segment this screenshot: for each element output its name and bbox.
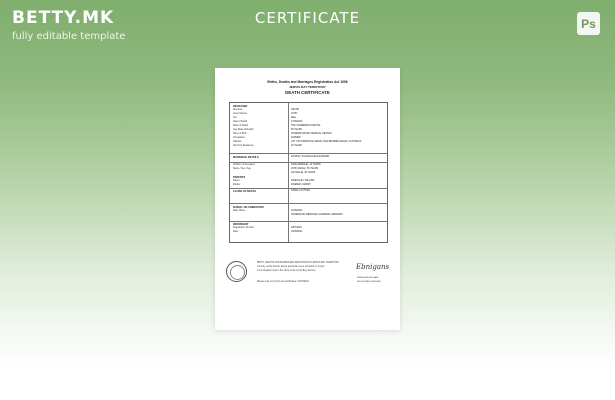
field-value: JANE (FEMALE), 12 YEARS; (291, 164, 322, 166)
field-label: Address (233, 141, 242, 143)
row-divider (230, 162, 387, 163)
field-value: 40 YEARS (291, 145, 302, 147)
certificate-territory: JERVIS BAY TERRITORY (289, 85, 326, 89)
signature: Ebnigans (356, 263, 390, 271)
field-label: Date of Death (233, 121, 248, 123)
field-label: Date, Place (233, 210, 245, 212)
field-label: Children of deceased (233, 164, 255, 166)
field-label: Mother (233, 184, 241, 186)
field-value: VINDERSTAR BAY MEDICAL CENTER (291, 133, 332, 135)
section-cause: CAUSE OF DEATH (233, 190, 256, 193)
section-deceased: DECEASED (233, 105, 248, 108)
field-label: Place of Death (233, 125, 249, 127)
field-label: Father (233, 180, 240, 182)
field-value: ATRIAL FLUTTER (291, 190, 310, 192)
certificate-table (229, 102, 388, 243)
field-label: Occupation (233, 137, 245, 139)
legal-text: I hereby certify that the above particulars were extracted or copied (257, 266, 325, 268)
field-label: Place of Birth (233, 133, 247, 135)
section-parents: PARENTS (233, 176, 246, 179)
field-value: FARMER (291, 137, 301, 139)
section-marriage: MARRIAGE DETAILS (233, 156, 259, 159)
signer-name: ERINEGAN MICHAEL (357, 277, 379, 279)
field-value: 1087/2021 (291, 227, 302, 229)
field-label: Name / Sex / Age (233, 168, 251, 170)
field-value: CRUSH (291, 109, 300, 111)
section-burial: BURIAL OR CREMATION (233, 206, 264, 209)
legal-heading: BIRTH, DEATHS AND MARRIAGES REGISTRATION JERVIS BAY TERRITORY (257, 262, 340, 264)
field-value: 12/05/2021 (291, 210, 303, 212)
field-value: FOWLEY, SALFRANCESS EDWARD (291, 156, 330, 158)
field-value: JIM (MALE), 30 YEARS (291, 172, 316, 174)
certificate-title: DEATH CERTIFICATE (285, 90, 330, 95)
page-title: CERTIFICATE (254, 9, 361, 27)
signer-title: REGISTRAR-GENERAL (357, 281, 381, 283)
field-value: FIRESCLEY, WILLIAM (291, 180, 315, 182)
field-label: Sex (233, 117, 237, 119)
legal-text: in the Register kept in the office of the Jervis Bay Territory (257, 270, 316, 272)
legal-note: Please refer any forms and certificates: 01/03/2021 (257, 281, 309, 283)
photoshop-icon[interactable]: Ps (577, 12, 600, 35)
field-label: Given Names (233, 113, 247, 115)
field-value: LOT 720 PIKEPIKUNA DRIVE, 2540 BRISBEN WALES, AUSTRALIA (291, 141, 362, 143)
field-value: 17/06/2021 (291, 121, 303, 123)
certificate-preview[interactable] (215, 68, 400, 330)
row-divider (230, 203, 387, 204)
field-value: 19/06/2021 (291, 231, 303, 233)
field-label: Age (Date of Death) (233, 129, 254, 131)
row-divider (230, 153, 387, 154)
brand-logo: BETTY.MK (12, 8, 115, 28)
field-value: 80 YEARS (291, 129, 302, 131)
seal-icon (226, 261, 247, 282)
field-label: Period of Residence (233, 145, 254, 147)
brand-tagline: fully editable template (12, 31, 126, 42)
row-divider (230, 188, 387, 189)
field-label: Surname (233, 109, 243, 111)
field-value: Male (291, 117, 296, 119)
field-value: THE CANBERRA HOSPITAL (291, 125, 321, 127)
row-divider (230, 221, 387, 222)
field-value: JOHN (291, 113, 298, 115)
field-label: Date (233, 231, 238, 233)
section-informant: INFORMANT (233, 223, 249, 226)
field-value: HOMEWOOD MEMORIAL GARDENS, DENMARK (291, 214, 343, 216)
field-value: FIREMAN, MARRY (291, 184, 311, 186)
field-value: JOHN (MALE), 35 YEARS; (291, 168, 319, 170)
field-label: Registration Number (233, 227, 255, 229)
certificate-act-line: Births, Deaths and Marriages Registration Act 1996 (267, 80, 348, 84)
